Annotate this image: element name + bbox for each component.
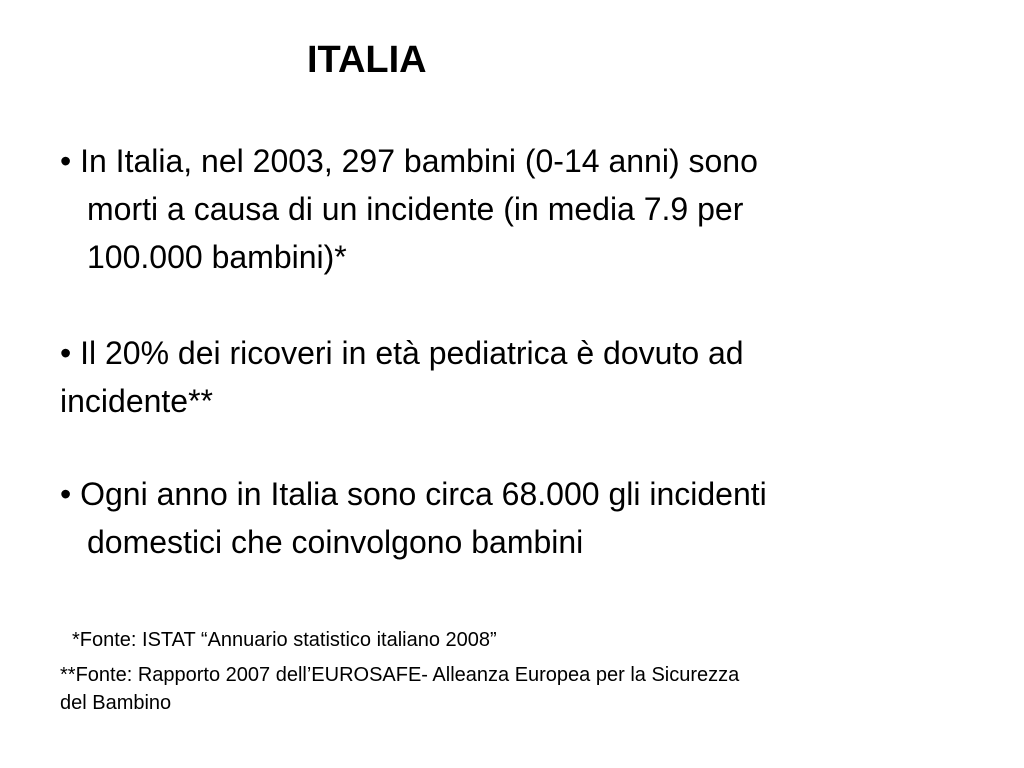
footnote-eurosafe: **Fonte: Rapporto 2007 dell’EUROSAFE- Alleanza Europea per la Sicurezza: [60, 664, 740, 686]
bullet-line: incidente**: [60, 383, 213, 419]
bullet-line: • Ogni anno in Italia sono circa 68.000 gli incidenti: [60, 476, 767, 512]
bullet-line: • In Italia, nel 2003, 297 bambini (0-14 anni) sono: [60, 143, 758, 179]
slide-title: ITALIA: [307, 39, 427, 81]
bullet-item-deaths: [60, 137, 758, 281]
bullet-item-domestic-accidents: [60, 470, 767, 566]
bullet-line: domestici che coinvolgono bambini: [87, 524, 584, 560]
bullet-line: 100.000 bambini)*: [87, 239, 347, 275]
footnote-eurosafe-continued: del Bambino: [60, 692, 172, 714]
bullet-line: • Il 20% dei ricoveri in età pediatrica è dovuto ad: [60, 335, 744, 371]
footnote-istat: *Fonte: ISTAT “Annuario statistico italiano 2008”: [72, 629, 497, 651]
bullet-line: morti a causa di un incidente (in media 7.9 per: [87, 191, 744, 227]
bullet-item-hospitalizations: [60, 329, 744, 425]
